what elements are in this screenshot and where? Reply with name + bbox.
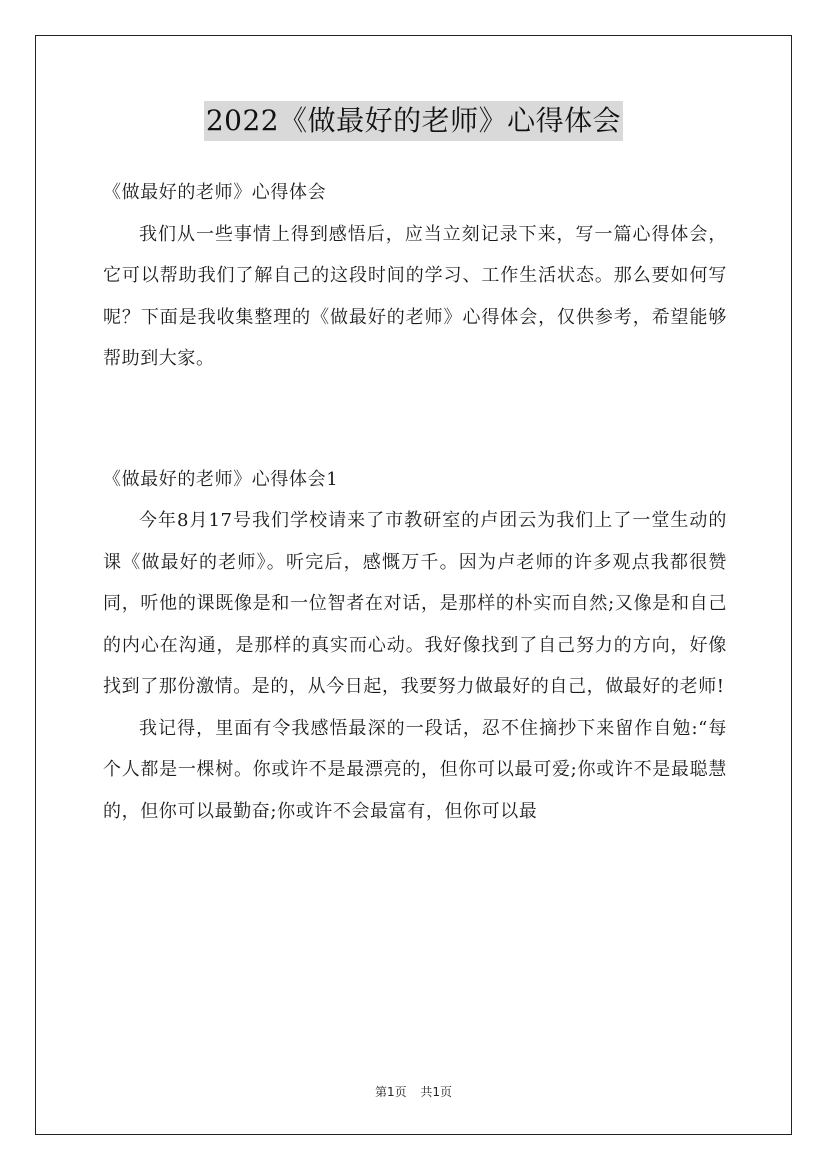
document-title: 2022《做最好的老师》心得体会 <box>204 101 623 141</box>
page-footer <box>0 1083 827 1100</box>
section-heading: 《做最好的老师》心得体会1 <box>103 468 339 490</box>
title-container <box>0 101 827 141</box>
page-number: 第1页 <box>374 1085 407 1099</box>
section-paragraph: 今年8月17号我们学校请来了市教研室的卢团云为我们上了一堂生动的课《做最好的老师》。听完后，感慨万千。因为卢老师的许多观点我都很赞同，听他的课既像是和一位智者在对话，是那样的朴实而自然;又像是和自己的内心在沟通，是那样的真实而心动。我好像找到了自己努力的方向，好像找到了那份激情。是的，从今日起，我要努力做最好的自己，做最好的老师! <box>103 510 727 697</box>
document-body <box>103 172 727 832</box>
intro-paragraph: 我们从一些事情上得到感悟后，应当立刻记录下来，写一篇心得体会，它可以帮助我们了解自己的这段时间的学习、工作生活状态。那么要如何写呢？下面是我收集整理的《做最好的老师》心得体会，仅供参考，希望能够帮助到大家。 <box>103 223 727 369</box>
section-paragraph: 我记得，里面有令我感悟最深的一段话，忍不住摘抄下来留作自勉:“每个人都是一棵树。你或许不是最漂亮的，但你可以最可爱;你或许不是最聪慧的，但你可以最勤奋;你或许不会最富有，但你可以最 <box>103 717 727 822</box>
page-total: 共1页 <box>420 1085 453 1099</box>
intro-heading: 《做最好的老师》心得体会 <box>103 182 327 203</box>
